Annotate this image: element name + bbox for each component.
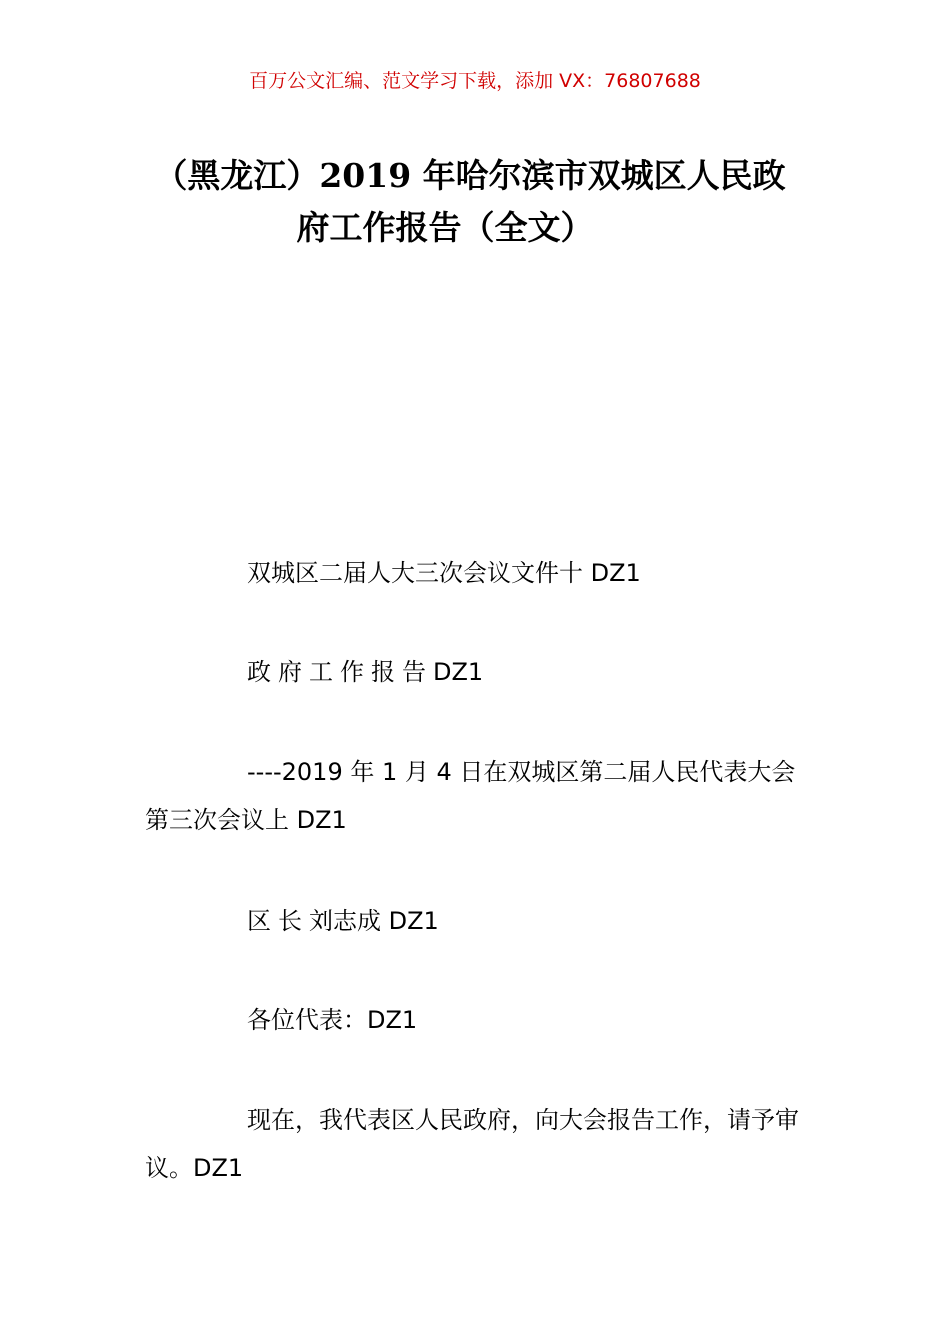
- report-heading-tail: DZ1: [433, 658, 484, 686]
- report-heading-line: [145, 648, 810, 696]
- document-body-para-1: [145, 549, 810, 597]
- document-title-line-1: （黑龙江）2019 年哈尔滨市双城区人民政: [154, 156, 786, 195]
- opening-paragraph: 现在，我代表区人民政府，向大会报告工作，请予审议。DZ1: [145, 1106, 799, 1182]
- document-title-line-2: 府工作报告（全文）: [296, 208, 594, 247]
- speaker-title: 区长: [247, 907, 309, 935]
- document-body-para-6: [145, 1096, 810, 1192]
- meeting-date-line: ----2019 年 1 月 4 日在双城区第二届人民代表大会第三次会议上 DZ1: [145, 758, 796, 834]
- document-body-para-5: [145, 996, 810, 1044]
- document-body-para-2: [145, 648, 810, 696]
- document-body-para-4: [145, 897, 810, 945]
- session-file-line: 双城区二届人大三次会议文件十 DZ1: [247, 559, 641, 587]
- header-watermark-note: 百万公文汇编、范文学习下载，添加 VX：76807688: [249, 70, 701, 92]
- report-heading-text: 政府工作报告: [247, 658, 433, 686]
- document-title: [140, 150, 820, 254]
- document-body-para-3: [145, 748, 810, 844]
- speaker-line: [145, 897, 810, 945]
- speaker-name: 刘志成 DZ1: [309, 907, 439, 935]
- salutation-line: 各位代表：DZ1: [247, 1006, 418, 1034]
